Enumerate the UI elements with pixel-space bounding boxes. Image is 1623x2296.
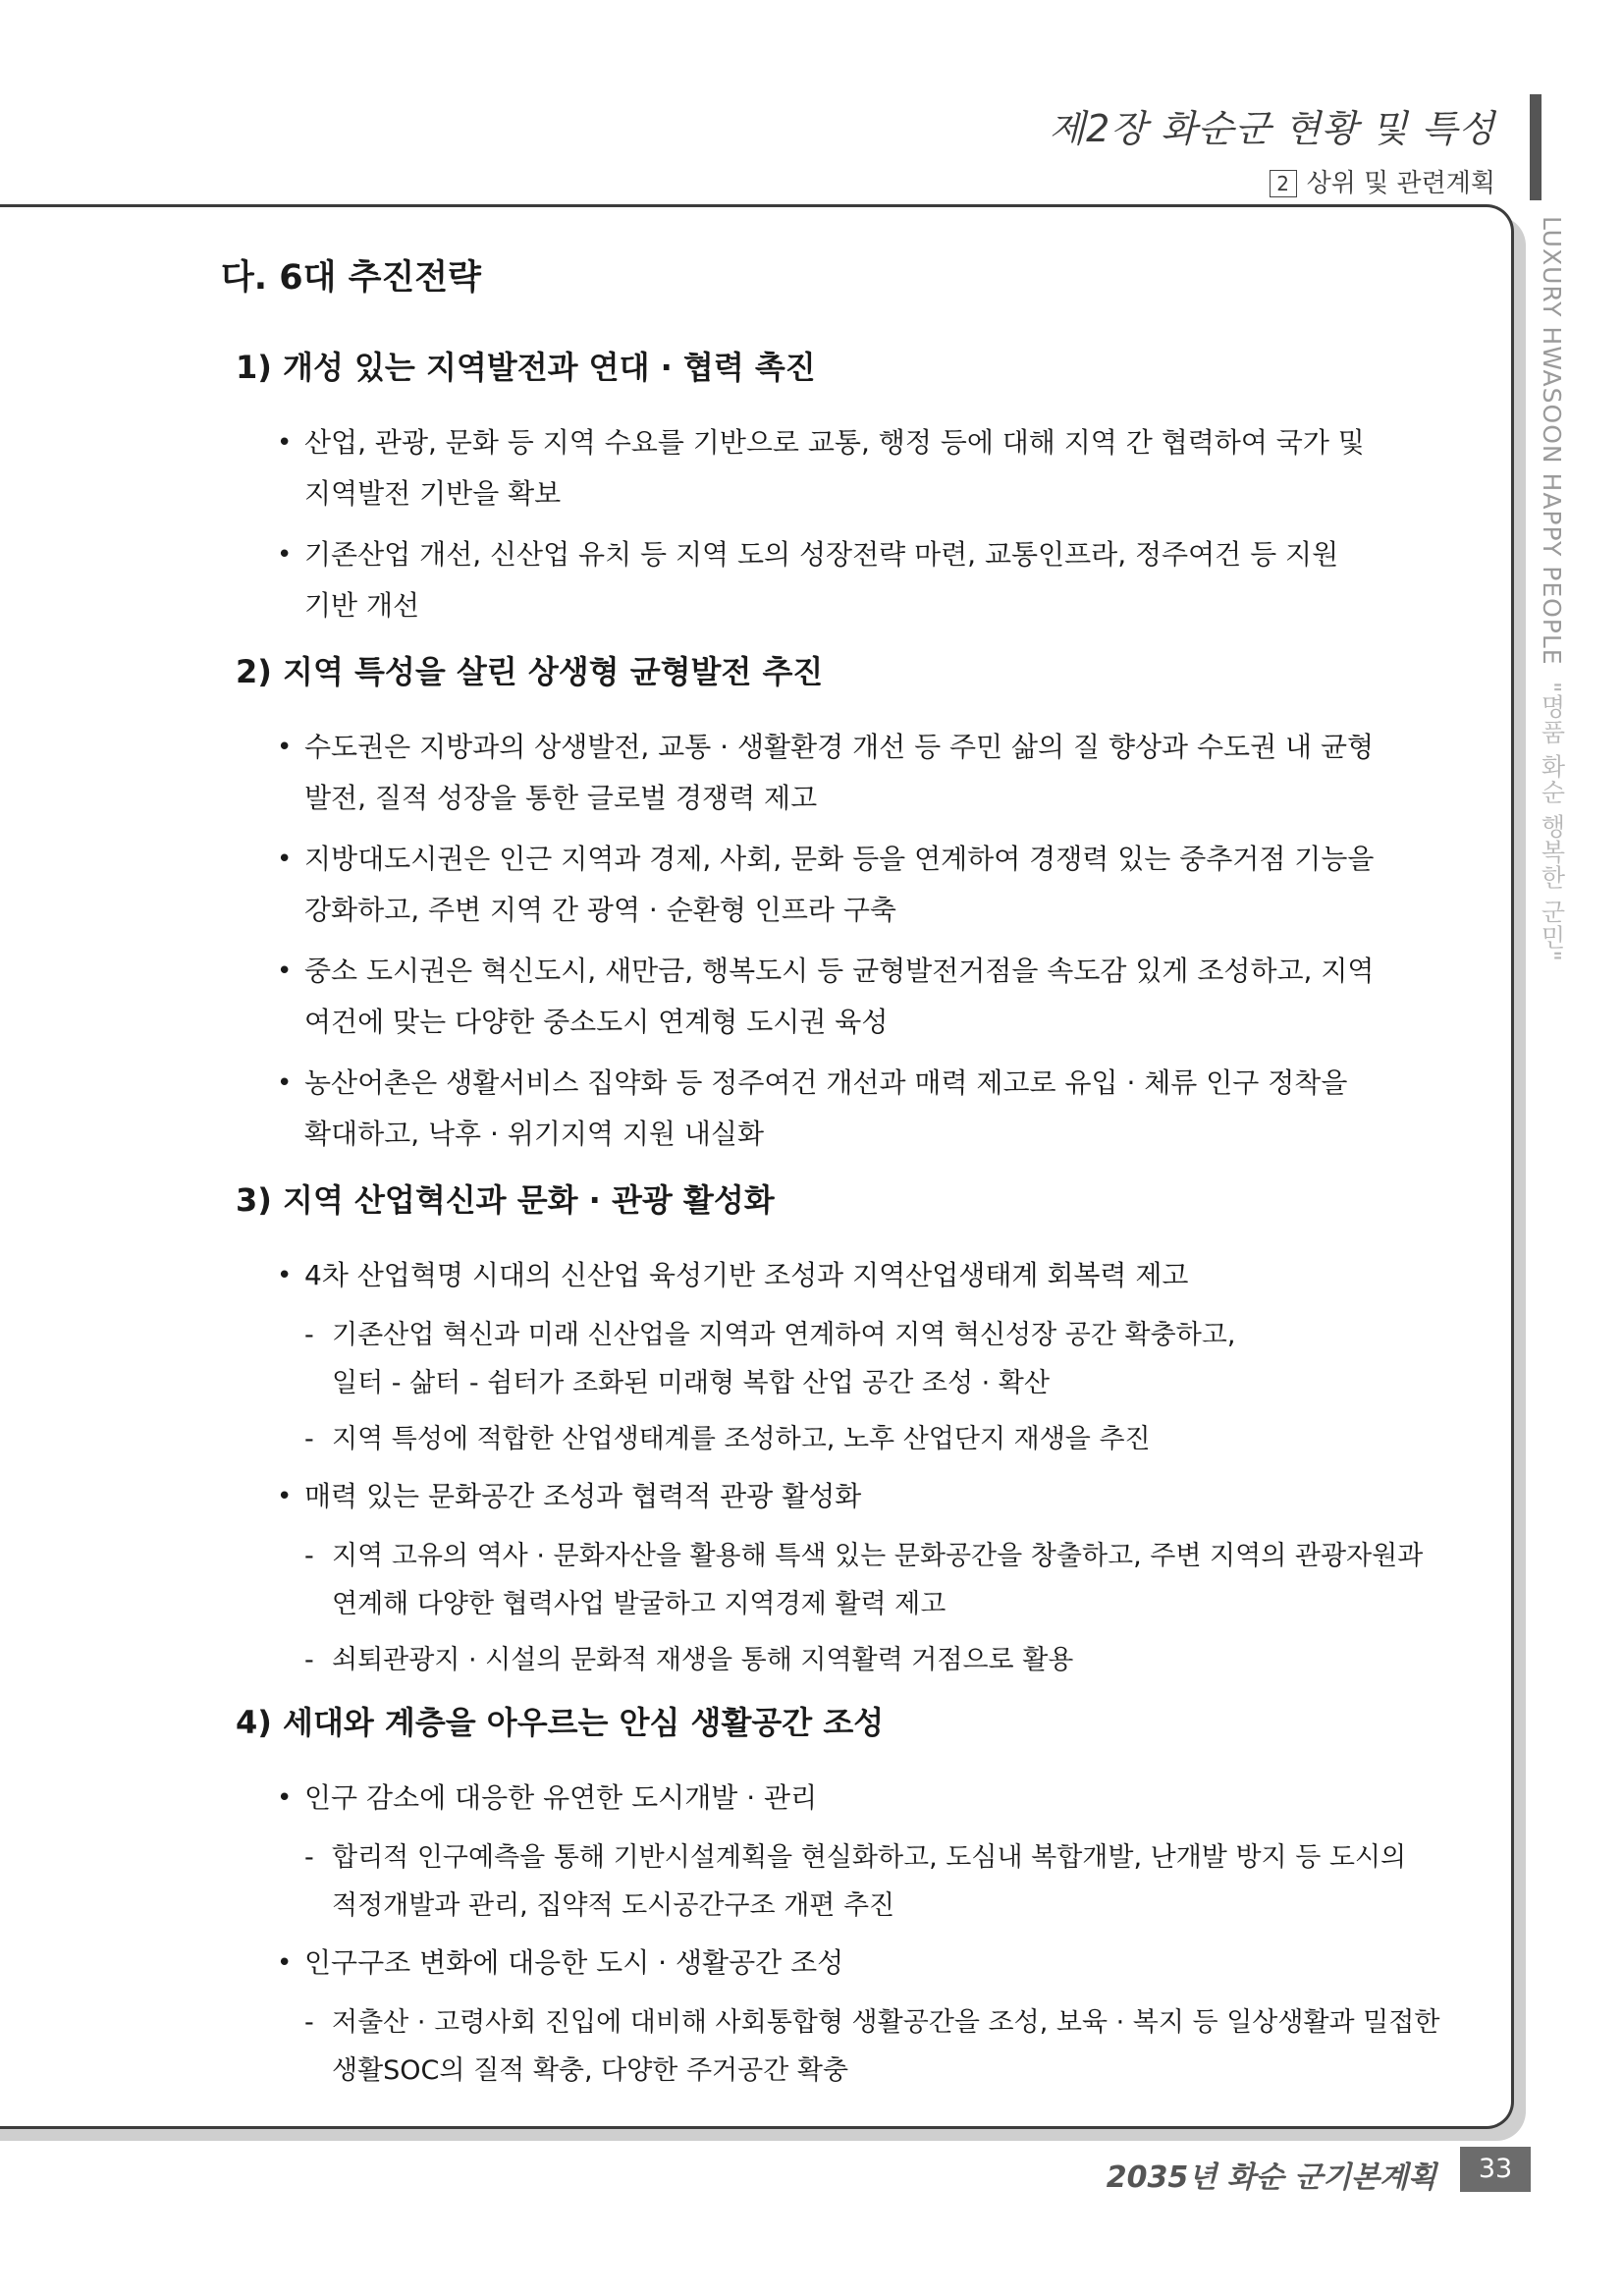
strategy-section bbox=[221, 647, 1478, 1175]
section-gap bbox=[221, 2103, 1478, 2108]
dash-marker-icon: - bbox=[304, 2007, 314, 2038]
bullet-item bbox=[221, 1938, 1458, 1989]
header-accent-bar bbox=[1530, 94, 1542, 200]
main-content bbox=[221, 250, 1478, 2108]
text-line: 수도권은 지방과의 상생발전, 교통 · 생활환경 개선 등 주민 삶의 질 향상과 수도권 내 균형 bbox=[304, 731, 1375, 763]
text-line: 일터 - 삶터 - 쉼터가 조화된 미래형 복합 산업 공간 조성 · 확산 bbox=[332, 1368, 1050, 1398]
section-heading: 3) 지역 산업혁신과 문화 · 관광 활성화 bbox=[236, 1181, 775, 1219]
dash-item bbox=[221, 1833, 1488, 1930]
strategy-sections bbox=[221, 343, 1478, 2108]
text-line: 매력 있는 문화공간 조성과 협력적 관광 활성화 bbox=[304, 1480, 862, 1512]
bullet-marker-icon: • bbox=[277, 1783, 293, 1813]
text-line: 강화하고, 주변 지역 간 광역 · 순환형 인프라 구축 bbox=[304, 894, 896, 926]
text-line: 지방대도시권은 인근 지역과 경제, 사회, 문화 등을 연계하여 경쟁력 있는 중추거점 기능을 bbox=[304, 843, 1375, 875]
dash-marker-icon: - bbox=[304, 1645, 314, 1675]
text-line: 산업, 관광, 문화 등 지역 수요를 기반으로 교통, 행정 등에 대해 지역 간 협력하여 국가 및 bbox=[304, 426, 1365, 459]
footer-title: 2035년 화순 군기본계획 bbox=[1106, 2160, 1436, 2195]
strategy-section bbox=[221, 1698, 1478, 2108]
text-line: 지역 특성에 적합한 산업생태계를 조성하고, 노후 산업단지 재생을 추진 bbox=[332, 1424, 1151, 1454]
bullet-marker-icon: • bbox=[277, 733, 293, 762]
dash-item bbox=[221, 1636, 1488, 1684]
bullet-marker-icon: • bbox=[277, 957, 293, 986]
text-line: 확대하고, 낙후 · 위기지역 지원 내실화 bbox=[304, 1118, 765, 1150]
section-heading: 4) 세대와 계층을 아우르는 안심 생활공간 조성 bbox=[236, 1704, 885, 1741]
dash-item bbox=[221, 1311, 1488, 1407]
side-english-text: LUXURY HWASOON HAPPY PEOPLE bbox=[1538, 216, 1566, 666]
chapter-title: 제2장 화순군 현황 및 특성 bbox=[1049, 107, 1495, 150]
section-subtitle bbox=[1270, 163, 1495, 199]
text-line: 지역발전 기반을 확보 bbox=[304, 477, 562, 510]
text-line: 생활SOC의 질적 확충, 다양한 주거공간 확충 bbox=[332, 2055, 849, 2086]
bullet-item bbox=[221, 1250, 1458, 1301]
text-line: 기반 개선 bbox=[304, 589, 420, 622]
bullet-item bbox=[221, 1471, 1458, 1522]
side-banner-text bbox=[1534, 216, 1569, 961]
text-line: 여건에 맞는 다양한 중소도시 연계형 도시권 육성 bbox=[304, 1006, 889, 1038]
page-title: 다. 6대 추진전략 bbox=[221, 258, 481, 298]
bullet-marker-icon: • bbox=[277, 1068, 293, 1098]
text-line: 기존산업 혁신과 미래 신산업을 지역과 연계하여 지역 혁신성장 공간 확충하고, bbox=[332, 1320, 1236, 1350]
strategy-section bbox=[221, 1175, 1478, 1698]
side-slogan-text: "명품 화순 행복한 군민" bbox=[1538, 681, 1566, 962]
text-line: 쇠퇴관광지 · 시설의 문화적 재생을 통해 지역활력 거점으로 활용 bbox=[332, 1645, 1074, 1675]
dash-item bbox=[221, 1998, 1488, 2095]
section-number-box: 2 bbox=[1270, 170, 1297, 197]
dash-marker-icon: - bbox=[304, 1541, 314, 1571]
dash-marker-icon: - bbox=[304, 1842, 314, 1873]
strategy-section bbox=[221, 343, 1478, 647]
side-banner bbox=[1534, 216, 1573, 1051]
bullet-item bbox=[221, 529, 1458, 631]
text-line: 발전, 질적 성장을 통한 글로벌 경쟁력 제고 bbox=[304, 782, 818, 814]
text-line: 농산어촌은 생활서비스 집약화 등 정주여건 개선과 매력 제고로 유입 · 체류 인구 정착을 bbox=[304, 1066, 1348, 1099]
dash-item bbox=[221, 1415, 1488, 1463]
section-heading: 1) 개성 있는 지역발전과 연대 · 협력 촉진 bbox=[236, 349, 816, 386]
dash-marker-icon: - bbox=[304, 1424, 314, 1454]
text-line: 인구구조 변화에 대응한 도시 · 생활공간 조성 bbox=[304, 1946, 844, 1979]
bullet-marker-icon: • bbox=[277, 428, 293, 458]
bullet-marker-icon: • bbox=[277, 1948, 293, 1978]
bullet-item bbox=[221, 1773, 1458, 1824]
text-line: 합리적 인구예측을 통해 기반시설계획을 현실화하고, 도심내 복합개발, 난개발 방지 등 도시의 bbox=[332, 1842, 1407, 1873]
text-line: 적정개발과 관리, 집약적 도시공간구조 개편 추진 bbox=[332, 1890, 895, 1921]
bullet-marker-icon: • bbox=[277, 1261, 293, 1290]
text-line: 4차 산업혁명 시대의 신산업 육성기반 조성과 지역산업생태계 회복력 제고 bbox=[304, 1259, 1189, 1291]
bullet-marker-icon: • bbox=[277, 845, 293, 874]
page-number: 33 bbox=[1460, 2147, 1531, 2192]
bullet-marker-icon: • bbox=[277, 540, 293, 570]
text-line: 기존산업 개선, 신산업 유치 등 지역 도의 성장전략 마련, 교통인프라, 정주여건 등 지원 bbox=[304, 538, 1339, 571]
text-line: 연계해 다양한 협력사업 발굴하고 지역경제 활력 제고 bbox=[332, 1589, 947, 1619]
text-line: 저출산 · 고령사회 진입에 대비해 사회통합형 생활공간을 조성, 보육 · 복지 등 일상생활과 밀접한 bbox=[332, 2007, 1440, 2038]
text-line: 인구 감소에 대응한 유연한 도시개발 · 관리 bbox=[304, 1781, 818, 1814]
bullet-marker-icon: • bbox=[277, 1482, 293, 1511]
bullet-item bbox=[221, 834, 1458, 936]
dash-marker-icon: - bbox=[304, 1320, 314, 1350]
text-line: 지역 고유의 역사 · 문화자산을 활용해 특색 있는 문화공간을 창출하고, 주변 지역의 관광자원과 bbox=[332, 1541, 1424, 1571]
bullet-item bbox=[221, 946, 1458, 1048]
text-line: 중소 도시권은 혁신도시, 새만금, 행복도시 등 균형발전거점을 속도감 있게 조성하고, 지역 bbox=[304, 955, 1375, 987]
bullet-item bbox=[221, 722, 1458, 824]
section-title: 상위 및 관련계획 bbox=[1306, 169, 1495, 198]
bullet-item bbox=[221, 417, 1458, 519]
dash-item bbox=[221, 1532, 1488, 1628]
section-heading: 2) 지역 특성을 살린 상생형 균형발전 추진 bbox=[236, 653, 824, 690]
bullet-item bbox=[221, 1058, 1458, 1160]
